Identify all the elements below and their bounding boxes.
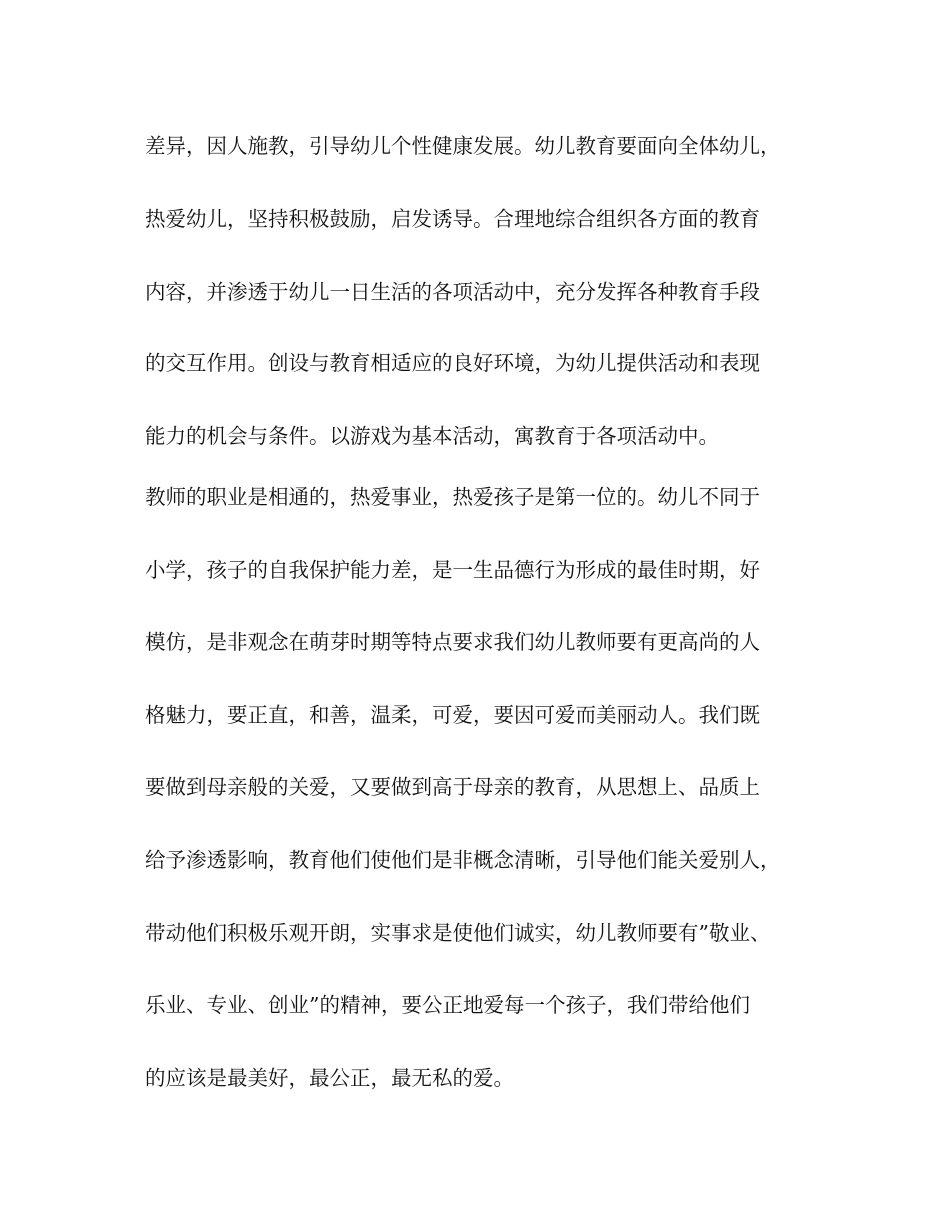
paragraph-line: 乐业、专业、创业”的精神，要公正地爱每一个孩子，我们带给他们 bbox=[145, 993, 750, 1017]
paragraph-line: 给予渗透影响，教育他们使他们是非概念清晰，引导他们能关爱别人， bbox=[145, 848, 781, 872]
paragraph-line: 热爱幼儿，坚持积极鼓励，启发诱导。合理地综合组织各方面的教育 bbox=[145, 207, 760, 231]
paragraph-line: 模仿，是非观念在萌芽时期等特点要求我们幼儿教师要有更高尚的人 bbox=[145, 630, 760, 654]
paragraph-line: 的应该是最美好，最公正，最无私的爱。 bbox=[145, 1066, 514, 1090]
paragraph-line: 带动他们积极乐观开朗，实事求是使他们诚实，幼儿教师要有”敬业、 bbox=[145, 921, 771, 945]
paragraph-line: 的交互作用。创设与教育相适应的良好环境，为幼儿提供活动和表现 bbox=[145, 351, 760, 375]
paragraph-line: 能力的机会与条件。以游戏为基本活动，寓教育于各项活动中。 bbox=[145, 424, 719, 448]
paragraph-line: 差异，因人施教，引导幼儿个性健康发展。幼儿教育要面向全体幼儿， bbox=[145, 134, 781, 158]
paragraph-line: 教师的职业是相通的，热爱事业，热爱孩子是第一位的。幼儿不同于 bbox=[145, 485, 760, 509]
paragraph-line: 要做到母亲般的关爱，又要做到高于母亲的教育，从思想上、品质上 bbox=[145, 775, 760, 799]
paragraph-line: 格魅力，要正直，和善，温柔，可爱，要因可爱而美丽动人。我们既 bbox=[145, 703, 760, 727]
paragraph-line: 内容，并渗透于幼儿一日生活的各项活动中，充分发挥各种教育手段 bbox=[145, 280, 760, 304]
paragraph-line: 小学，孩子的自我保护能力差，是一生品德行为形成的最佳时期，好 bbox=[145, 558, 760, 582]
